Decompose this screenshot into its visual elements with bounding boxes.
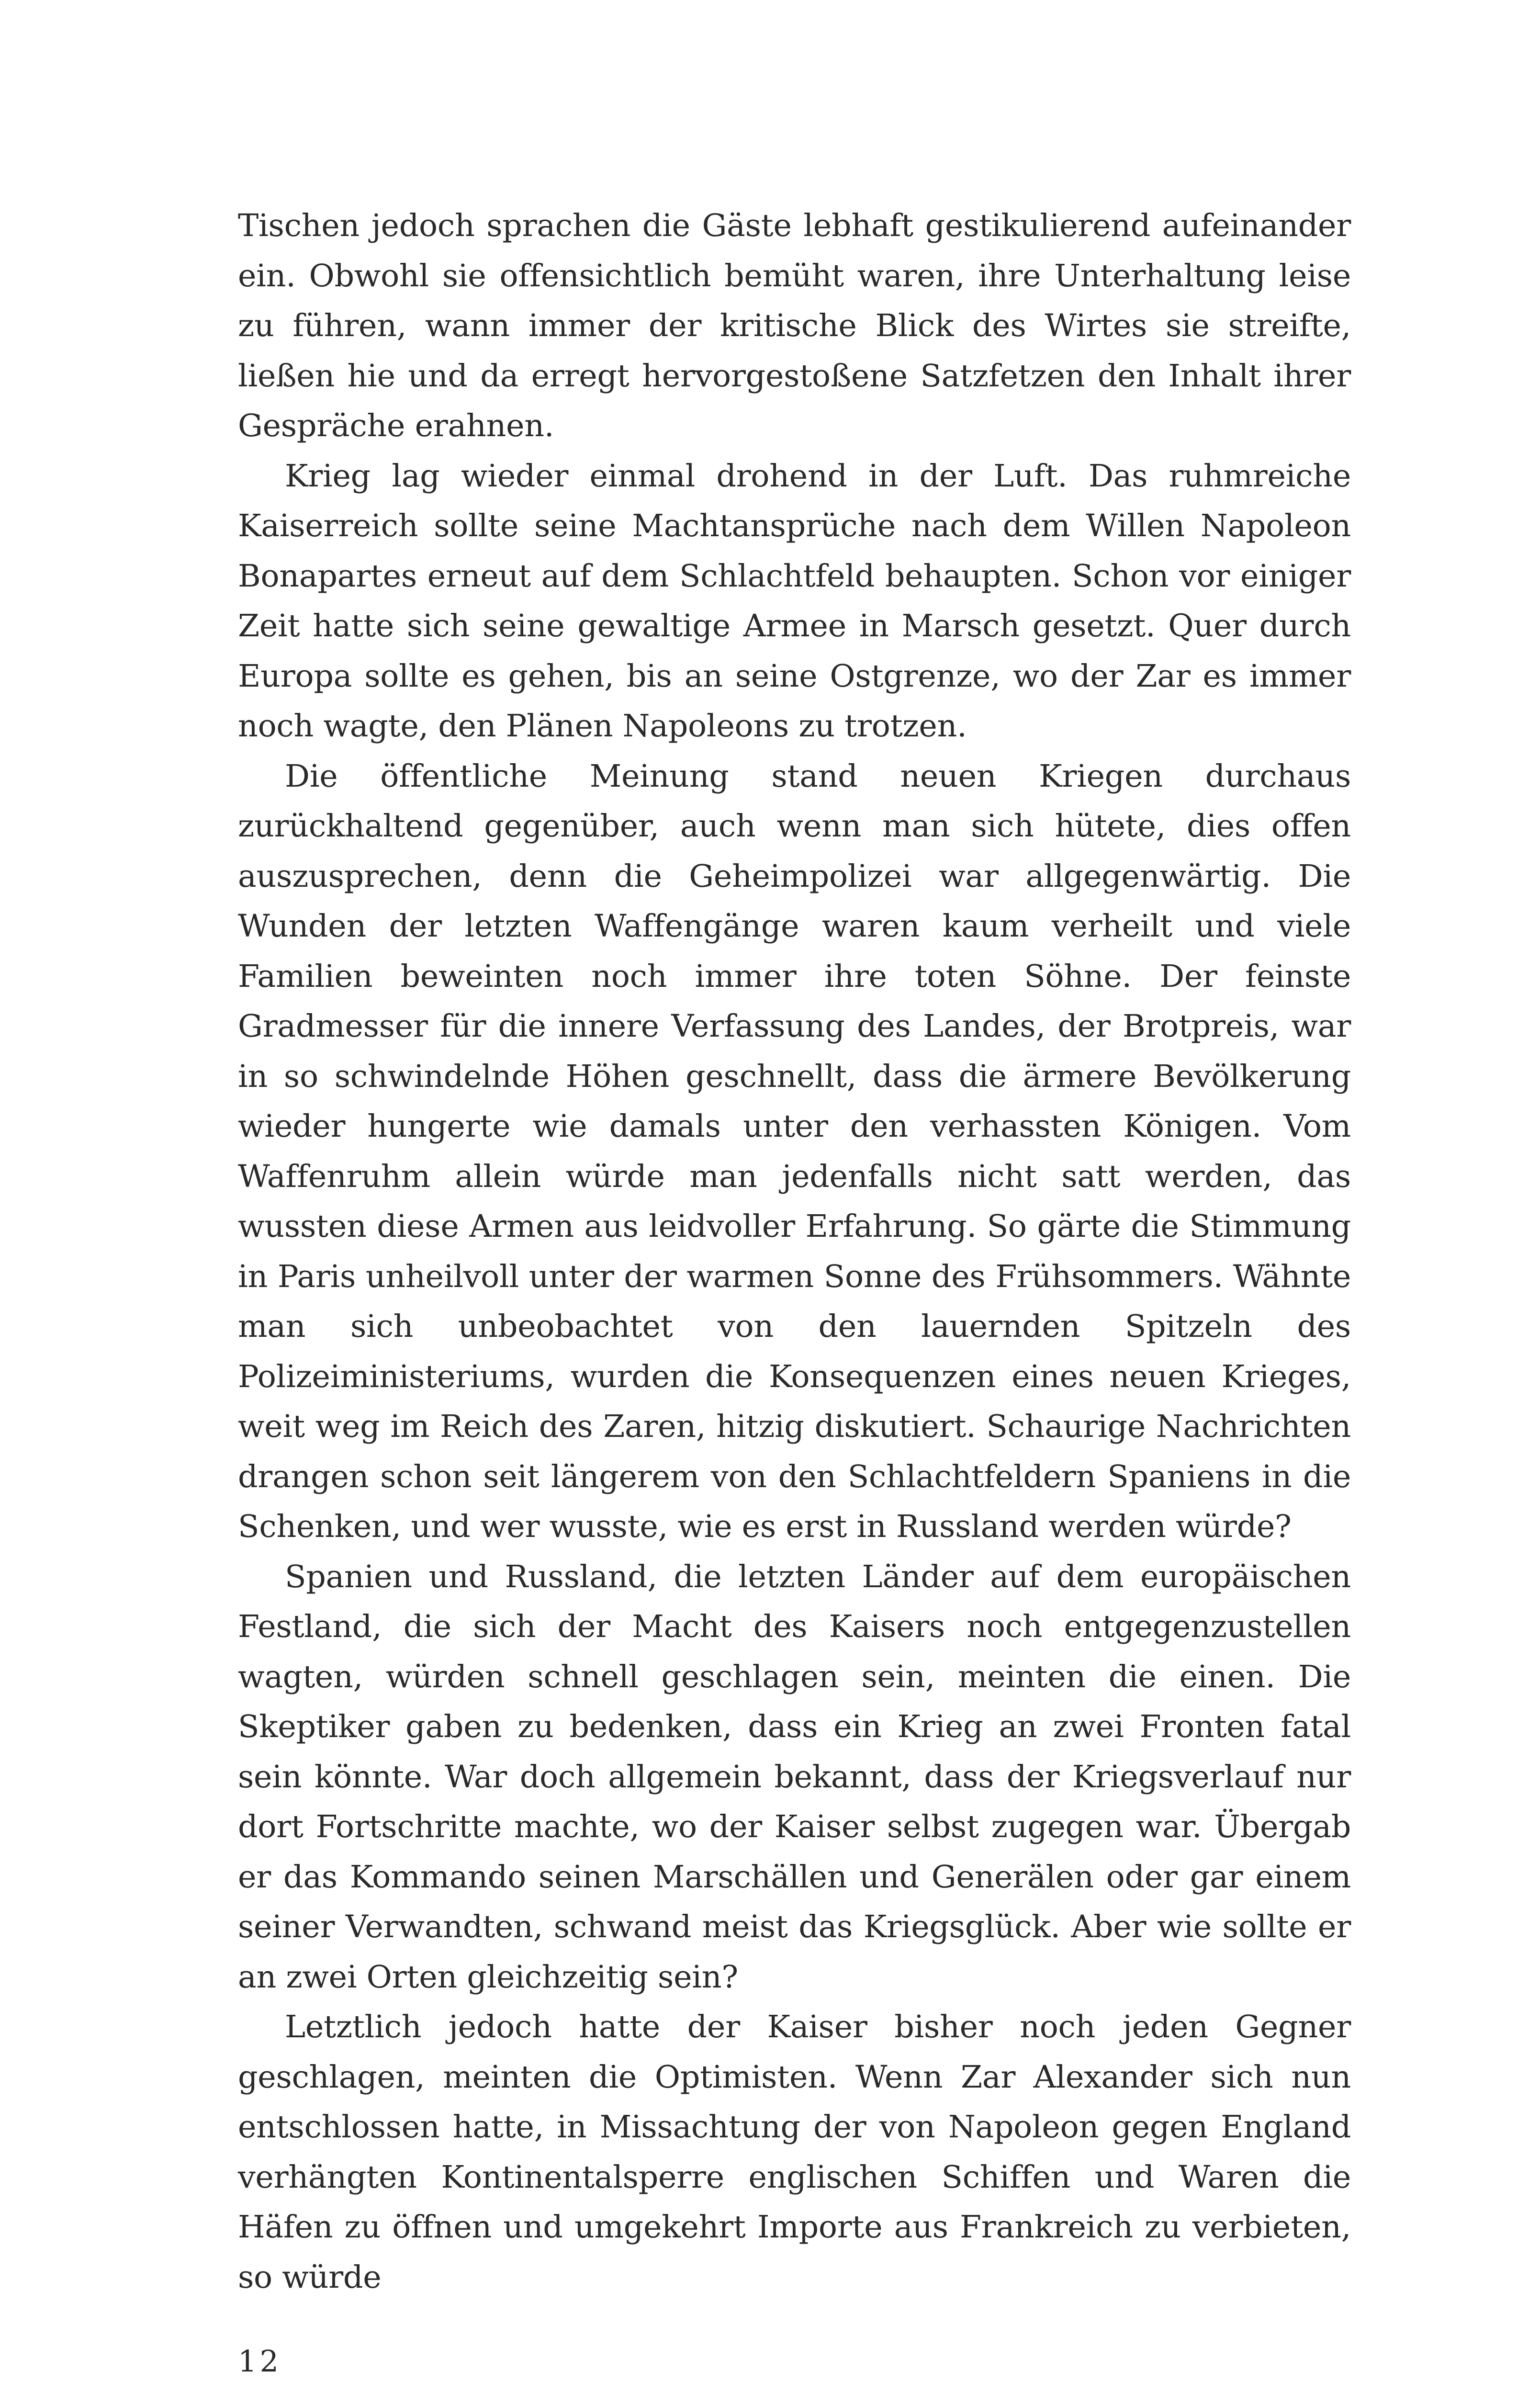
page-number: 12 bbox=[238, 2344, 281, 2379]
body-text bbox=[238, 201, 1351, 2303]
paragraph-5: Letztlich jedoch hatte der Kaiser bisher noch jeden Gegner geschlagen, meinten die Optimisten. Wenn Zar Alexander sich nun entschlossen hatte, in Missachtung der von Napoleon gegen England verhängten Kontinentalsperre englischen Schiffen und Waren die Häfen zu öffnen und umgekehrt Importe aus Frankreich zu verbieten, so würde bbox=[238, 2009, 1351, 2295]
paragraph-2: Krieg lag wieder einmal drohend in der Luft. Das ruhmreiche Kaiserreich sollte seine Machtansprüche nach dem Willen Napoleon Bonapartes erneut auf dem Schlachtfeld behaupten. Schon vor einiger Zeit hatte sich seine gewaltige Armee in Marsch gesetzt. Quer durch Europa sollte es gehen, bis an seine Ostgrenze, wo der Zar es immer noch wagte, den Plänen Napoleons zu trotzen. bbox=[238, 458, 1351, 744]
paragraph-1: Tischen jedoch sprachen die Gäste lebhaft gestikulierend aufeinander ein. Obwohl sie offensichtlich bemüht waren, ihre Unterhaltung leise zu führen, wann immer der kritische Blick des Wirtes sie streifte, ließen hie und da erregt hervorgestoßene Satzfetzen den Inhalt ihrer Gespräche erahnen. bbox=[238, 208, 1351, 444]
paragraph-4: Spanien und Russland, die letzten Länder auf dem europäischen Festland, die sich der Macht des Kaisers noch entgegenzustellen wagten, würden schnell geschlagen sein, meinten die einen. Die Skeptiker gaben zu bedenken, dass ein Krieg an zwei Fronten fatal sein könnte. War doch allgemein bekannt, dass der Kriegsverlauf nur dort Fortschritte machte, wo der Kaiser selbst zugegen war. Übergab er das Kommando seinen Marschällen und Generälen oder gar einem seiner Verwandten, schwand meist das Kriegsglück. Aber wie sollte er an zwei Orten gleichzeitig sein? bbox=[238, 1558, 1351, 1995]
paragraph-3: Die öffentliche Meinung stand neuen Kriegen durchaus zurückhaltend gegenüber, auch wenn man sich hütete, dies offen auszusprechen, denn die Geheimpolizei war allgegenwärtig. Die Wunden der letzten Waffengänge waren kaum verheilt und viele Familien beweinten noch immer ihre toten Söhne. Der feinste Gradmesser für die innere Verfassung des Landes, der Brotpreis, war in so schwindelnde Höhen geschnellt, dass die ärmere Bevölkerung wieder hungerte wie damals unter den verhassten Königen. Vom Waffenruhm allein würde man jedenfalls nicht satt werden, das wussten diese Armen aus leidvoller Erfahrung. So gärte die Stimmung in Paris unheilvoll unter der warmen Sonne des Frühsommers. Wähnte man sich unbeobachtet von den lauernden Spitzeln des Polizeiministeriums, wurden die Konsequenzen eines neuen Krieges, weit weg im Reich des Zaren, hitzig diskutiert. Schaurige Nachrichten drangen schon seit längerem von den Schlachtfeldern Spaniens in die Schenken, und wer wusste, wie es erst in Russland werden würde? bbox=[238, 758, 1351, 1545]
